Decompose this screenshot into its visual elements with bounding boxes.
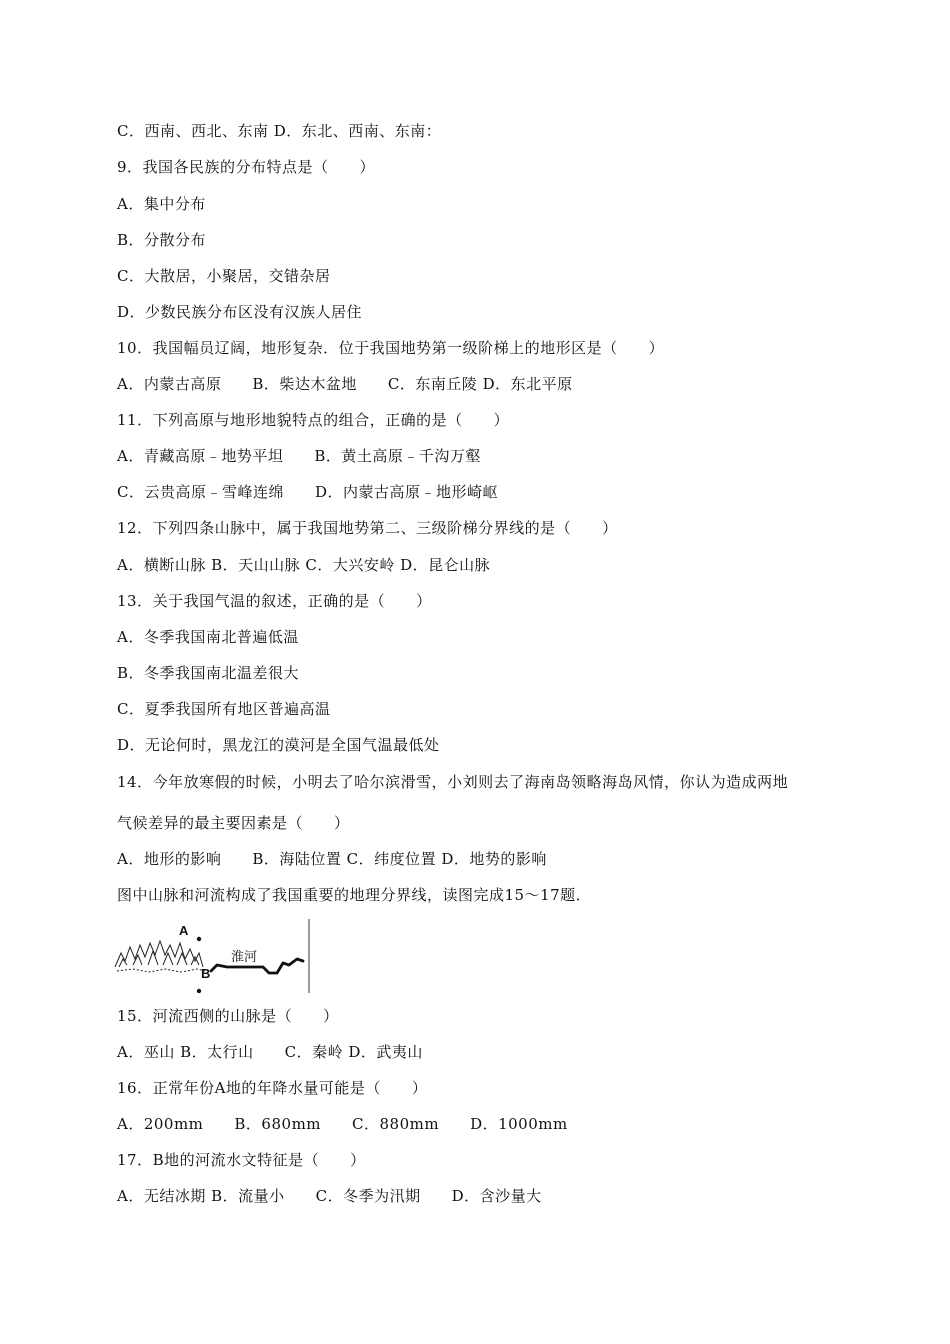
options-14: A．地形的影响 B．海陆位置 C．纬度位置 D．地势的影响 (117, 850, 547, 868)
options-11-ab: A．青藏高原﹣地势平坦 B．黄土高原﹣千沟万壑 (117, 447, 481, 465)
mountain-range-icon (115, 941, 205, 972)
options-16: A．200mm B．680mm C．880mm D．1000mm (117, 1115, 568, 1133)
option-13-c: C．夏季我国所有地区普遍高温 (117, 700, 331, 718)
question-17: 17．B地的河流水文特征是（ ） (117, 1151, 366, 1169)
point-b-dot (197, 989, 201, 993)
question-12: 12．下列四条山脉中，属于我国地势第二、三级阶梯分界线的是（ ） (117, 519, 618, 537)
river-label: 淮河 (231, 950, 258, 965)
option-9-b: B．分散分布 (117, 231, 207, 249)
options-15: A．巫山 B．太行山 C．秦岭 D．武夷山 (117, 1043, 423, 1061)
options-11-cd: C．云贵高原﹣雪峰连绵 D．内蒙古高原﹣地形崎岖 (117, 483, 499, 501)
option-9-d: D．少数民族分布区没有汉族人居住 (117, 303, 363, 321)
options-12: A．横断山脉 B．天山山脉 C．大兴安岭 D．昆仑山脉 (117, 556, 491, 574)
mountain-river-figure (113, 915, 313, 995)
question-11: 11．下列高原与地形地貌特点的组合，正确的是（ ） (117, 411, 510, 429)
figure-intro: 图中山脉和河流构成了我国重要的地理分界线，读图完成15～17题． (117, 886, 592, 904)
point-a-label: A (179, 923, 189, 938)
option-line-8-cd: C．西南、西北、东南 D．东北、西南、东南： (117, 122, 442, 140)
options-17: A．无结冰期 B．流量小 C．冬季为汛期 D．含沙量大 (117, 1187, 542, 1205)
option-13-b: B．冬季我国南北温差很大 (117, 664, 300, 682)
option-13-a: A．冬季我国南北普遍低温 (117, 628, 299, 646)
option-9-a: A．集中分布 (117, 195, 206, 213)
question-15: 15．河流西侧的山脉是（ ） (117, 1007, 339, 1025)
point-a-dot (197, 937, 201, 941)
option-9-c: C．大散居，小聚居，交错杂居 (117, 267, 331, 285)
question-14-line-1: 14．今年放寒假的时候，小明去了哈尔滨滑雪，小刘则去了海南岛领略海岛风情，你认为造成两地 (117, 773, 789, 791)
question-10: 10．我国幅员辽阔，地形复杂．位于我国地势第一级阶梯上的地形区是（ ） (117, 339, 665, 357)
question-14-line-2: 气候差异的最主要因素是（ ） (117, 814, 350, 832)
question-9: 9．我国各民族的分布特点是（ ） (117, 158, 376, 176)
point-b-label: B (201, 966, 211, 981)
question-16: 16．正常年份A地的年降水量可能是（ ） (117, 1079, 428, 1097)
options-10: A．内蒙古高原 B．柴达木盆地 C．东南丘陵 D．东北平原 (117, 375, 573, 393)
option-13-d: D．无论何时，黑龙江的漠河是全国气温最低处 (117, 736, 440, 754)
question-13: 13．关于我国气温的叙述，正确的是（ ） (117, 592, 432, 610)
